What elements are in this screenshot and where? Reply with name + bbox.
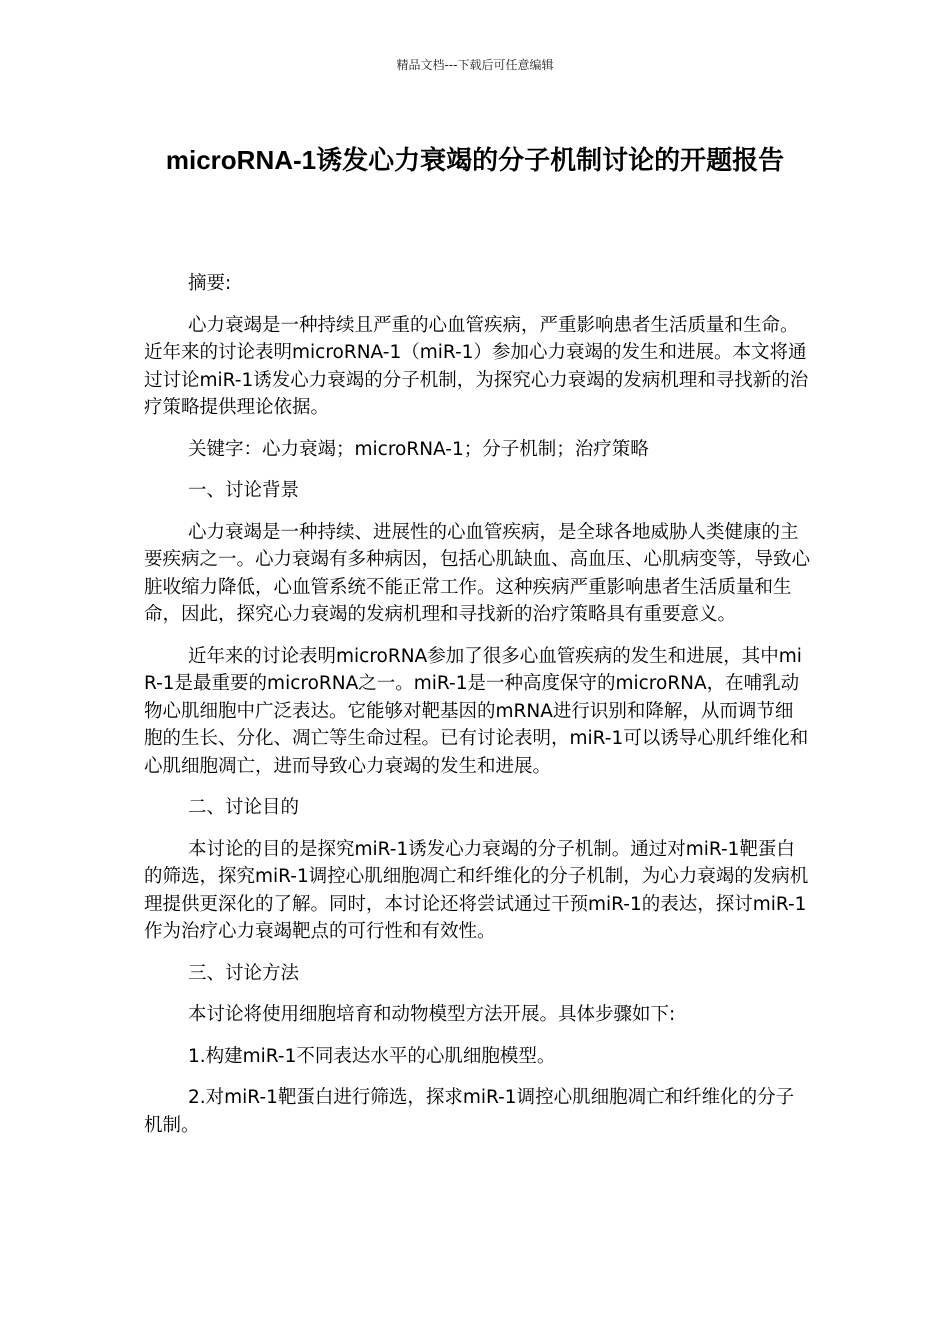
- section-heading-purpose: 二、讨论目的: [188, 797, 300, 818]
- background-paragraph-2: 近年来的讨论表明microRNA参加了很多心血管疾病的发生和进展，其中miR-1是最重要的microRNA之一。miR-1是一种高度保守的microRNA，在哺乳动物心肌细胞中广泛表达。它能够对靶基因的mRNA进行识别和降解，从而调节细胞的生长、分化、凋亡等生命过程。已有讨论表明，miR-1可以诱导心肌纤维化和心肌细胞凋亡，进而导致心力衰竭的发生和进展。: [144, 645, 809, 777]
- section-heading-methods: 三、讨论方法: [188, 962, 300, 984]
- abstract-paragraph: 心力衰竭是一种持续且严重的心血管疾病，严重影响患者生活质量和生命。近年来的讨论表明microRNA-1（miR-1）参加心力衰竭的发生和进展。本文将通过讨论miR-1诱发心力衰竭的分子机制，为探究心力衰竭的发病机理和寻找新的治疗策略提供理论依据。: [144, 314, 809, 418]
- document-title: microRNA-1诱发心力衰竭的分子机制讨论的开题报告: [165, 145, 785, 175]
- methods-intro-paragraph: 本讨论将使用细胞培育和动物模型方法开展。具体步骤如下:: [188, 1004, 676, 1025]
- purpose-paragraph: 本讨论的目的是探究miR-1诱发心力衰竭的分子机制。通过对miR-1靶蛋白的筛选，探究miR-1调控心肌细胞凋亡和纤维化的分子机制，为心力衰竭的发病机理提供更深化的了解。同时，本讨论还将尝试通过干预miR-1的表达，探讨miR-1作为治疗心力衰竭靶点的可行性和有效性。: [144, 838, 809, 942]
- abstract-heading: 摘要:: [188, 273, 232, 294]
- background-paragraph-1: 心力衰竭是一种持续、进展性的心血管疾病，是全球各地威胁人类健康的主要疾病之一。心力衰竭有多种病因，包括心肌缺血、高血压、心肌病变等，导致心脏收缩力降低，心血管系统不能正常工作。这种疾病严重影响患者生活质量和生命，因此，探究心力衰竭的发病机理和寻找新的治疗策略具有重要意义。: [144, 521, 811, 625]
- document-body: [144, 270, 810, 1153]
- method-step-2: 2.对miR-1靶蛋白进行筛选，探求miR-1调控心肌细胞凋亡和纤维化的分子机制。: [144, 1087, 795, 1136]
- keywords-line: 关键字：心力衰竭；microRNA-1；分子机制；治疗策略: [188, 438, 649, 460]
- method-step-1: 1.构建miR-1不同表达水平的心肌细胞模型。: [188, 1045, 556, 1067]
- header-note: 精品文档---下载后可任意编辑: [396, 58, 554, 72]
- section-heading-background: 一、讨论背景: [188, 480, 300, 501]
